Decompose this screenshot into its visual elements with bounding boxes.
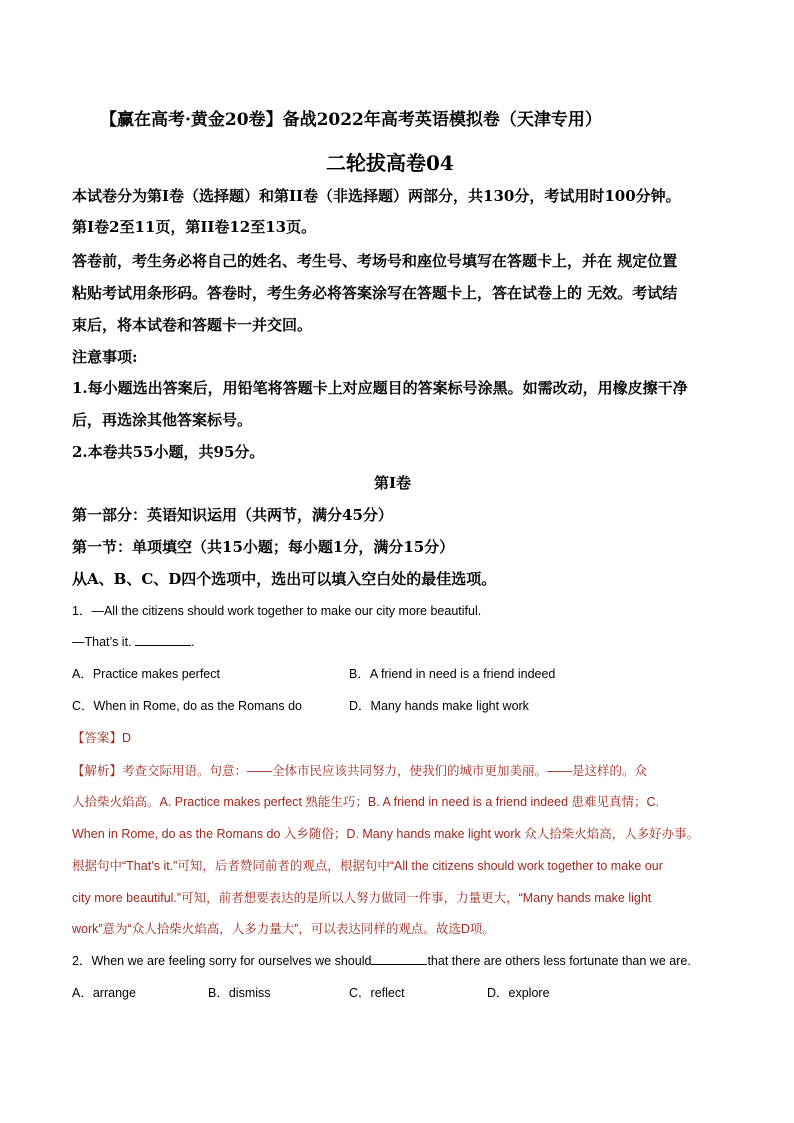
analysis-label: 【解析】 xyxy=(72,764,123,778)
q1-stem-2 xyxy=(72,633,194,649)
q1-blank xyxy=(135,633,191,646)
q2-stem-suffix: that there are others less fortunate than we are. xyxy=(427,954,691,968)
q1-option-b: B．A friend in need is a friend indeed xyxy=(349,667,556,681)
exam-title: 【赢在高考·黄金20卷】备战2022年高考英语模拟卷（天津专用） xyxy=(100,110,602,130)
q1-analysis-line-3: When in Rome, do as the Romans do 入乡随俗；D. Many hands make light work 众人拾柴火焰高，人多好办事。 xyxy=(72,827,700,841)
q1-analysis-line-4: 根据句中“That’s it.”可知，后者赞同前者的观点，根据句中“All the citizens should work together to make our xyxy=(72,859,663,873)
q2-option-a: A．arrange xyxy=(72,986,136,1000)
intro-line-4: 粘贴考试用条形码。答卷时，考生务必将答案涂写在答题卡上，答在试卷上的 无效。考试结 xyxy=(72,284,678,302)
notice-item-1a: 1.每小题选出答案后，用铅笔将答题卡上对应题目的答案标号涂黑。如需改动，用橡皮擦干净 xyxy=(72,379,688,397)
q2-option-c: C．reflect xyxy=(349,986,405,1000)
q1-stem: 1．—All the citizens should work together to make our city more beautiful. xyxy=(72,604,482,618)
q1-analysis-line-6: work”意为“众人拾柴火焰高，人多力量大”，可以表达同样的观点。故选D项。 xyxy=(72,922,495,936)
q2-option-b: B．dismiss xyxy=(208,986,271,1000)
part-heading: 第一部分：英语知识运用（共两节，满分45分） xyxy=(72,506,393,524)
q1-analysis-line-2: 人拾柴火焰高。A. Practice makes perfect 熟能生巧；B. A friend in need is a friend indeed 患难见真情；C. xyxy=(72,795,660,809)
q1-analysis-line-5: city more beautiful.”可知，前者想要表达的是所以人努力做同一件事，力量更大，“Many hands make light xyxy=(72,891,652,905)
section-heading: 第一节：单项填空（共15小题；每小题1分，满分15分） xyxy=(72,538,455,556)
q1-option-d: D．Many hands make light work xyxy=(349,699,529,713)
notice-heading: 注意事项: xyxy=(72,348,138,366)
q2-blank xyxy=(371,952,427,965)
q2-stem-prefix: 2．When we are feeling sorry for ourselves we should xyxy=(72,954,372,968)
q1-stem-2-prefix: —That’s it. xyxy=(72,635,135,649)
q1-answer xyxy=(72,728,131,746)
q2-option-d: D．explore xyxy=(487,986,550,1000)
exam-subtitle: 二轮拔高卷04 xyxy=(326,151,454,175)
intro-line-5: 束后，将本试卷和答题卡一并交回。 xyxy=(72,316,313,334)
q1-stem-2-suffix: . xyxy=(190,635,195,649)
q1-option-c: C．When in Rome, do as the Romans do xyxy=(72,699,302,713)
intro-line-3: 答卷前，考生务必将自己的姓名、考生号、考场号和座位号填写在答题卡上，并在 规定位置 xyxy=(72,252,678,270)
q2-stem xyxy=(72,951,691,969)
notice-item-1b: 后，再选涂其他答案标号。 xyxy=(72,411,253,429)
q1-option-a: A．Practice makes perfect xyxy=(72,667,220,681)
intro-line-1: 本试卷分为第I卷（选择题）和第II卷（非选择题）两部分，共130分，考试用时100分钟。 xyxy=(72,187,681,205)
intro-line-2: 第I卷2至11页，第II卷12至13页。 xyxy=(72,218,317,236)
volume-heading: 第I卷 xyxy=(374,474,412,492)
answer-label: 【答案】 xyxy=(72,731,123,745)
q1-analysis-line-1 xyxy=(72,761,647,779)
answer-value: D xyxy=(122,731,132,745)
notice-item-2: 2.本卷共55小题，共95分。 xyxy=(72,443,265,461)
analysis-text-1: 考查交际用语。句意：——全体市民应该共同努力，使我们的城市更加美丽。——是这样的。众 xyxy=(122,764,648,778)
section-instruction: 从A、B、C、D四个选项中，选出可以填入空白处的最佳选项。 xyxy=(72,570,497,588)
